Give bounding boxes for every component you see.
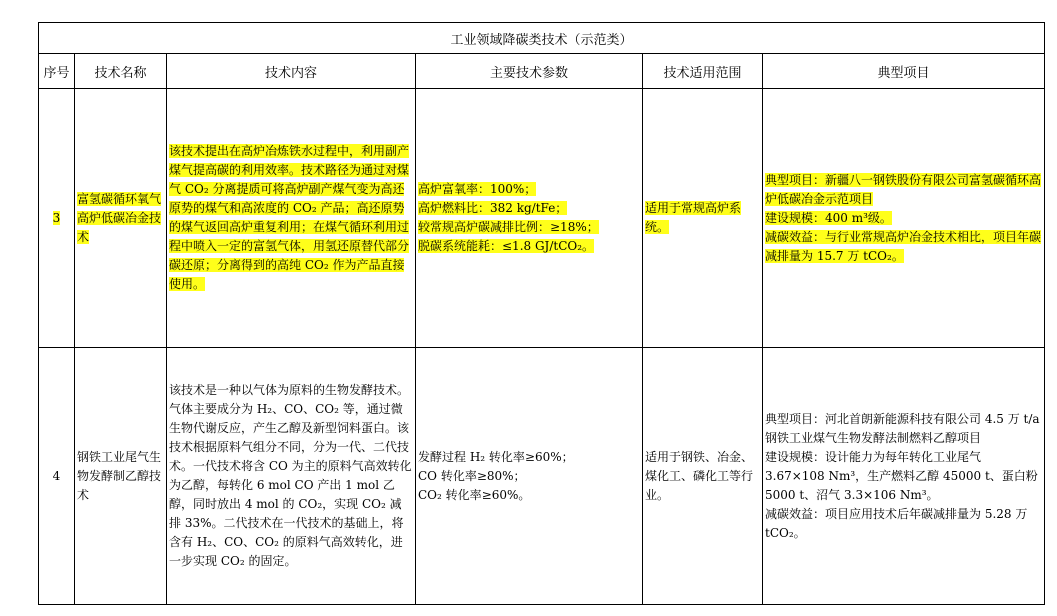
table-row bbox=[39, 89, 1045, 348]
header-name: 技术名称 bbox=[75, 54, 167, 89]
row-content: 该技术是一种以气体为原料的生物发酵技术。气体主要成分为 H₂、CO、CO₂ 等，通过微生物代谢反应，产生乙醇及新型饲料蛋白。该技术根据原料气组分不同，分为一代、二代技术。一代技术将含 CO 为主的原料气高效转化为乙醇，每转化 6 mol CO 产出 1 mol 乙醇，同时放出 4 mol 的 CO₂，实现 CO₂ 减排 33%。二代技术在一代技术的基础上，将含有 H₂、CO、CO₂ 的原料气高效转化，进一步实现 CO₂ 的固定。 bbox=[167, 348, 416, 605]
header-project: 典型项目 bbox=[763, 54, 1045, 89]
header-scope: 技术适用范围 bbox=[643, 54, 763, 89]
header-content: 技术内容 bbox=[167, 54, 416, 89]
row-project: 典型项目：新疆八一钢铁股份有限公司富氢碳循环高炉低碳冶金示范项目 建设规模：400 m³级。 减碳效益：与行业常规高炉冶金技术相比，项目年碳减排量为 15.7 万 tCO₂。 bbox=[763, 89, 1045, 348]
row-seq: 4 bbox=[39, 348, 75, 605]
row-name: 钢铁工业尾气生物发酵制乙醇技术 bbox=[75, 348, 167, 605]
row-scope: 适用于钢铁、冶金、煤化工、磷化工等行业。 bbox=[643, 348, 763, 605]
row-params: 发酵过程 H₂ 转化率≥60%； CO 转化率≥80%； CO₂ 转化率≥60%。 bbox=[416, 348, 643, 605]
header-seq: 序号 bbox=[39, 54, 75, 89]
table-row bbox=[39, 348, 1045, 605]
row-name: 富氢碳循环氧气高炉低碳冶金技术 bbox=[75, 89, 167, 348]
row-params: 高炉富氧率：100%； 高炉燃料比：382 kg/tFe； 较常规高炉碳减排比例：≥18%； 脱碳系统能耗：≤1.8 GJ/tCO₂。 bbox=[416, 89, 643, 348]
row-scope: 适用于常规高炉系统。 bbox=[643, 89, 763, 348]
row-content: 该技术提出在高炉冶炼铁水过程中，利用副产煤气提高碳的利用效率。技术路径为通过对煤气 CO₂ 分离提质可将高炉副产煤气变为高还原势的煤气和高浓度的 CO₂ 产品；高还原势的煤气返回高炉重复利用；在煤气循环利用过程中喷入一定的富氢气体，用氢还原替代部分碳还原；分离得到的高纯 CO₂ 作为产品直接使用。 bbox=[167, 89, 416, 348]
table-title: 工业领域降碳类技术（示范类） bbox=[39, 23, 1045, 54]
tech-table bbox=[38, 22, 1045, 605]
row-seq: 3 bbox=[39, 89, 75, 348]
header-params: 主要技术参数 bbox=[416, 54, 643, 89]
row-project: 典型项目：河北首朗新能源科技有限公司 4.5 万 t/a 钢铁工业煤气生物发酵法制燃料乙醇项目 建设规模：设计能力为每年转化工业尾气 3.67×108 Nm³，生产燃料乙醇 45000 t、蛋白粉 5000 t、沼气 3.3×106 Nm³。 减碳效益：项目应用技术后年碳减排量为 5.28 万 tCO₂。 bbox=[763, 348, 1045, 605]
